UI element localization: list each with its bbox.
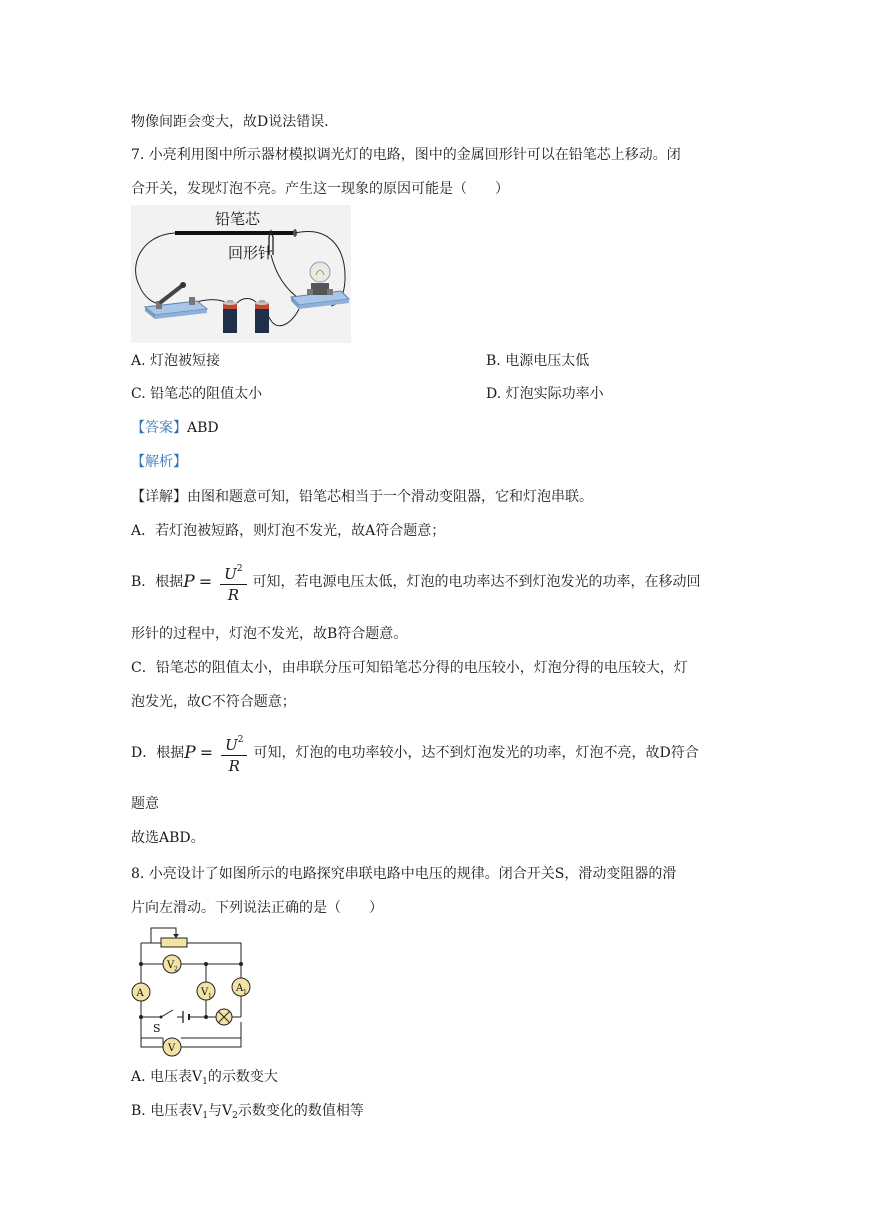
explain-b-suffix: 可知，若电源电压太低，灯泡的电功率达不到灯泡发光的功率，在移动回 (252, 574, 701, 590)
explain-b-continued: 形针的过程中，灯泡不发光，故B符合题意。 (131, 626, 408, 642)
text-line: 物像间距会变大，故D说法错误． (131, 114, 339, 130)
rheostat-icon (161, 938, 187, 947)
detail-text: 由图和题意可知，铅笔芯相当于一个滑动变阻器，它和灯泡串联。 (187, 489, 593, 505)
option-7-a: A. 灯泡被短接 (131, 353, 221, 369)
voltmeter-v1-icon (197, 982, 215, 1000)
option-7-c: C. 铅笔芯的阻值太小 (131, 386, 263, 402)
detail-tag: 【详解】 (131, 489, 187, 505)
option-7-b: B. 电源电压太低 (486, 353, 590, 369)
svg-text:1: 1 (243, 989, 247, 996)
lamp-icon (216, 1009, 232, 1025)
ammeter-a1-icon (232, 978, 250, 996)
switch-label: S (153, 1022, 161, 1035)
circuit-figure-pencil-lead (131, 205, 351, 343)
paper-clip-label: 回形针 (228, 244, 274, 262)
question-7-line-1: 7. 小亮利用图中所示器材模拟调光灯的电路，图中的金属回形针可以在铅笔芯上移动。闭 (131, 147, 681, 163)
svg-text:A: A (236, 983, 244, 994)
pencil-lead-label: 铅笔芯 (215, 210, 261, 228)
explain-c-1: C．铅笔芯的阻值太小，由串联分压可知铅笔芯分得的电压较小，灯泡分得的电压较大，灯 (131, 660, 688, 676)
svg-text:V: V (167, 960, 175, 971)
formula-equals: = (198, 572, 213, 591)
formula-numerator: U (224, 565, 237, 583)
svg-text:2: 2 (174, 966, 178, 973)
explain-b-prefix: B．根据 (131, 574, 184, 590)
voltmeter-v2-icon (163, 955, 181, 973)
formula-exponent: 2 (236, 564, 243, 574)
formula-equals: = (199, 743, 214, 762)
battery-icon (223, 300, 237, 333)
final-choice: 故选ABD。 (131, 830, 205, 846)
explain-d (131, 725, 699, 781)
explain-d-suffix: 可知，灯泡的电功率较小，达不到灯泡发光的功率，灯泡不亮，故D符合 (253, 745, 699, 761)
formula-fraction (221, 730, 247, 776)
formula-fraction (220, 559, 246, 605)
formula-denominator: R (228, 757, 240, 775)
answer-value: ABD (187, 420, 219, 436)
pencil-lead (175, 231, 295, 235)
detail-line (131, 487, 593, 507)
analysis-line (131, 452, 187, 472)
circuit-figure-series (131, 922, 253, 1058)
voltmeter-v-icon (163, 1038, 181, 1056)
formula-exponent: 2 (237, 735, 244, 745)
explain-d-prefix: D．根据 (131, 745, 185, 761)
ammeter-a-icon (132, 983, 150, 1001)
question-8-line-2: 片向左滑动。下列说法正确的是（ ） (131, 900, 383, 916)
option-8-a: A. 电压表$V_1$的示数变大 (131, 1069, 278, 1087)
analysis-tag: 【解析】 (131, 454, 187, 470)
answer-line (131, 418, 219, 438)
option-8-b: B. 电压表$V_1$与$V_2$示数变化的数值相等 (131, 1103, 364, 1121)
battery-icon (255, 300, 269, 333)
svg-text:V: V (168, 1043, 176, 1054)
question-7-line-2: 合开关，发现灯泡不亮。产生这一现象的原因可能是（ ） (131, 181, 509, 197)
formula-p: P (183, 572, 195, 592)
formula-p: P (184, 743, 196, 763)
explain-b (131, 554, 701, 610)
svg-text:A: A (136, 988, 144, 999)
answer-tag: 【答案】 (131, 420, 187, 436)
explain-d-continued: 题意 (131, 796, 159, 812)
explain-a: A．若灯泡被短路，则灯泡不发光，故A符合题意； (131, 523, 446, 539)
question-8-line-1: 8. 小亮设计了如图所示的电路探究串联电路中电压的规律。闭合开关S，滑动变阻器的滑 (131, 866, 677, 882)
svg-text:1: 1 (208, 993, 212, 1000)
formula-numerator: U (225, 736, 238, 754)
option-7-d: D. 灯泡实际功率小 (486, 386, 604, 402)
formula-denominator: R (227, 586, 239, 604)
explain-c-2: 泡发光，故C不符合题意； (131, 694, 296, 710)
svg-text:V: V (201, 987, 209, 998)
